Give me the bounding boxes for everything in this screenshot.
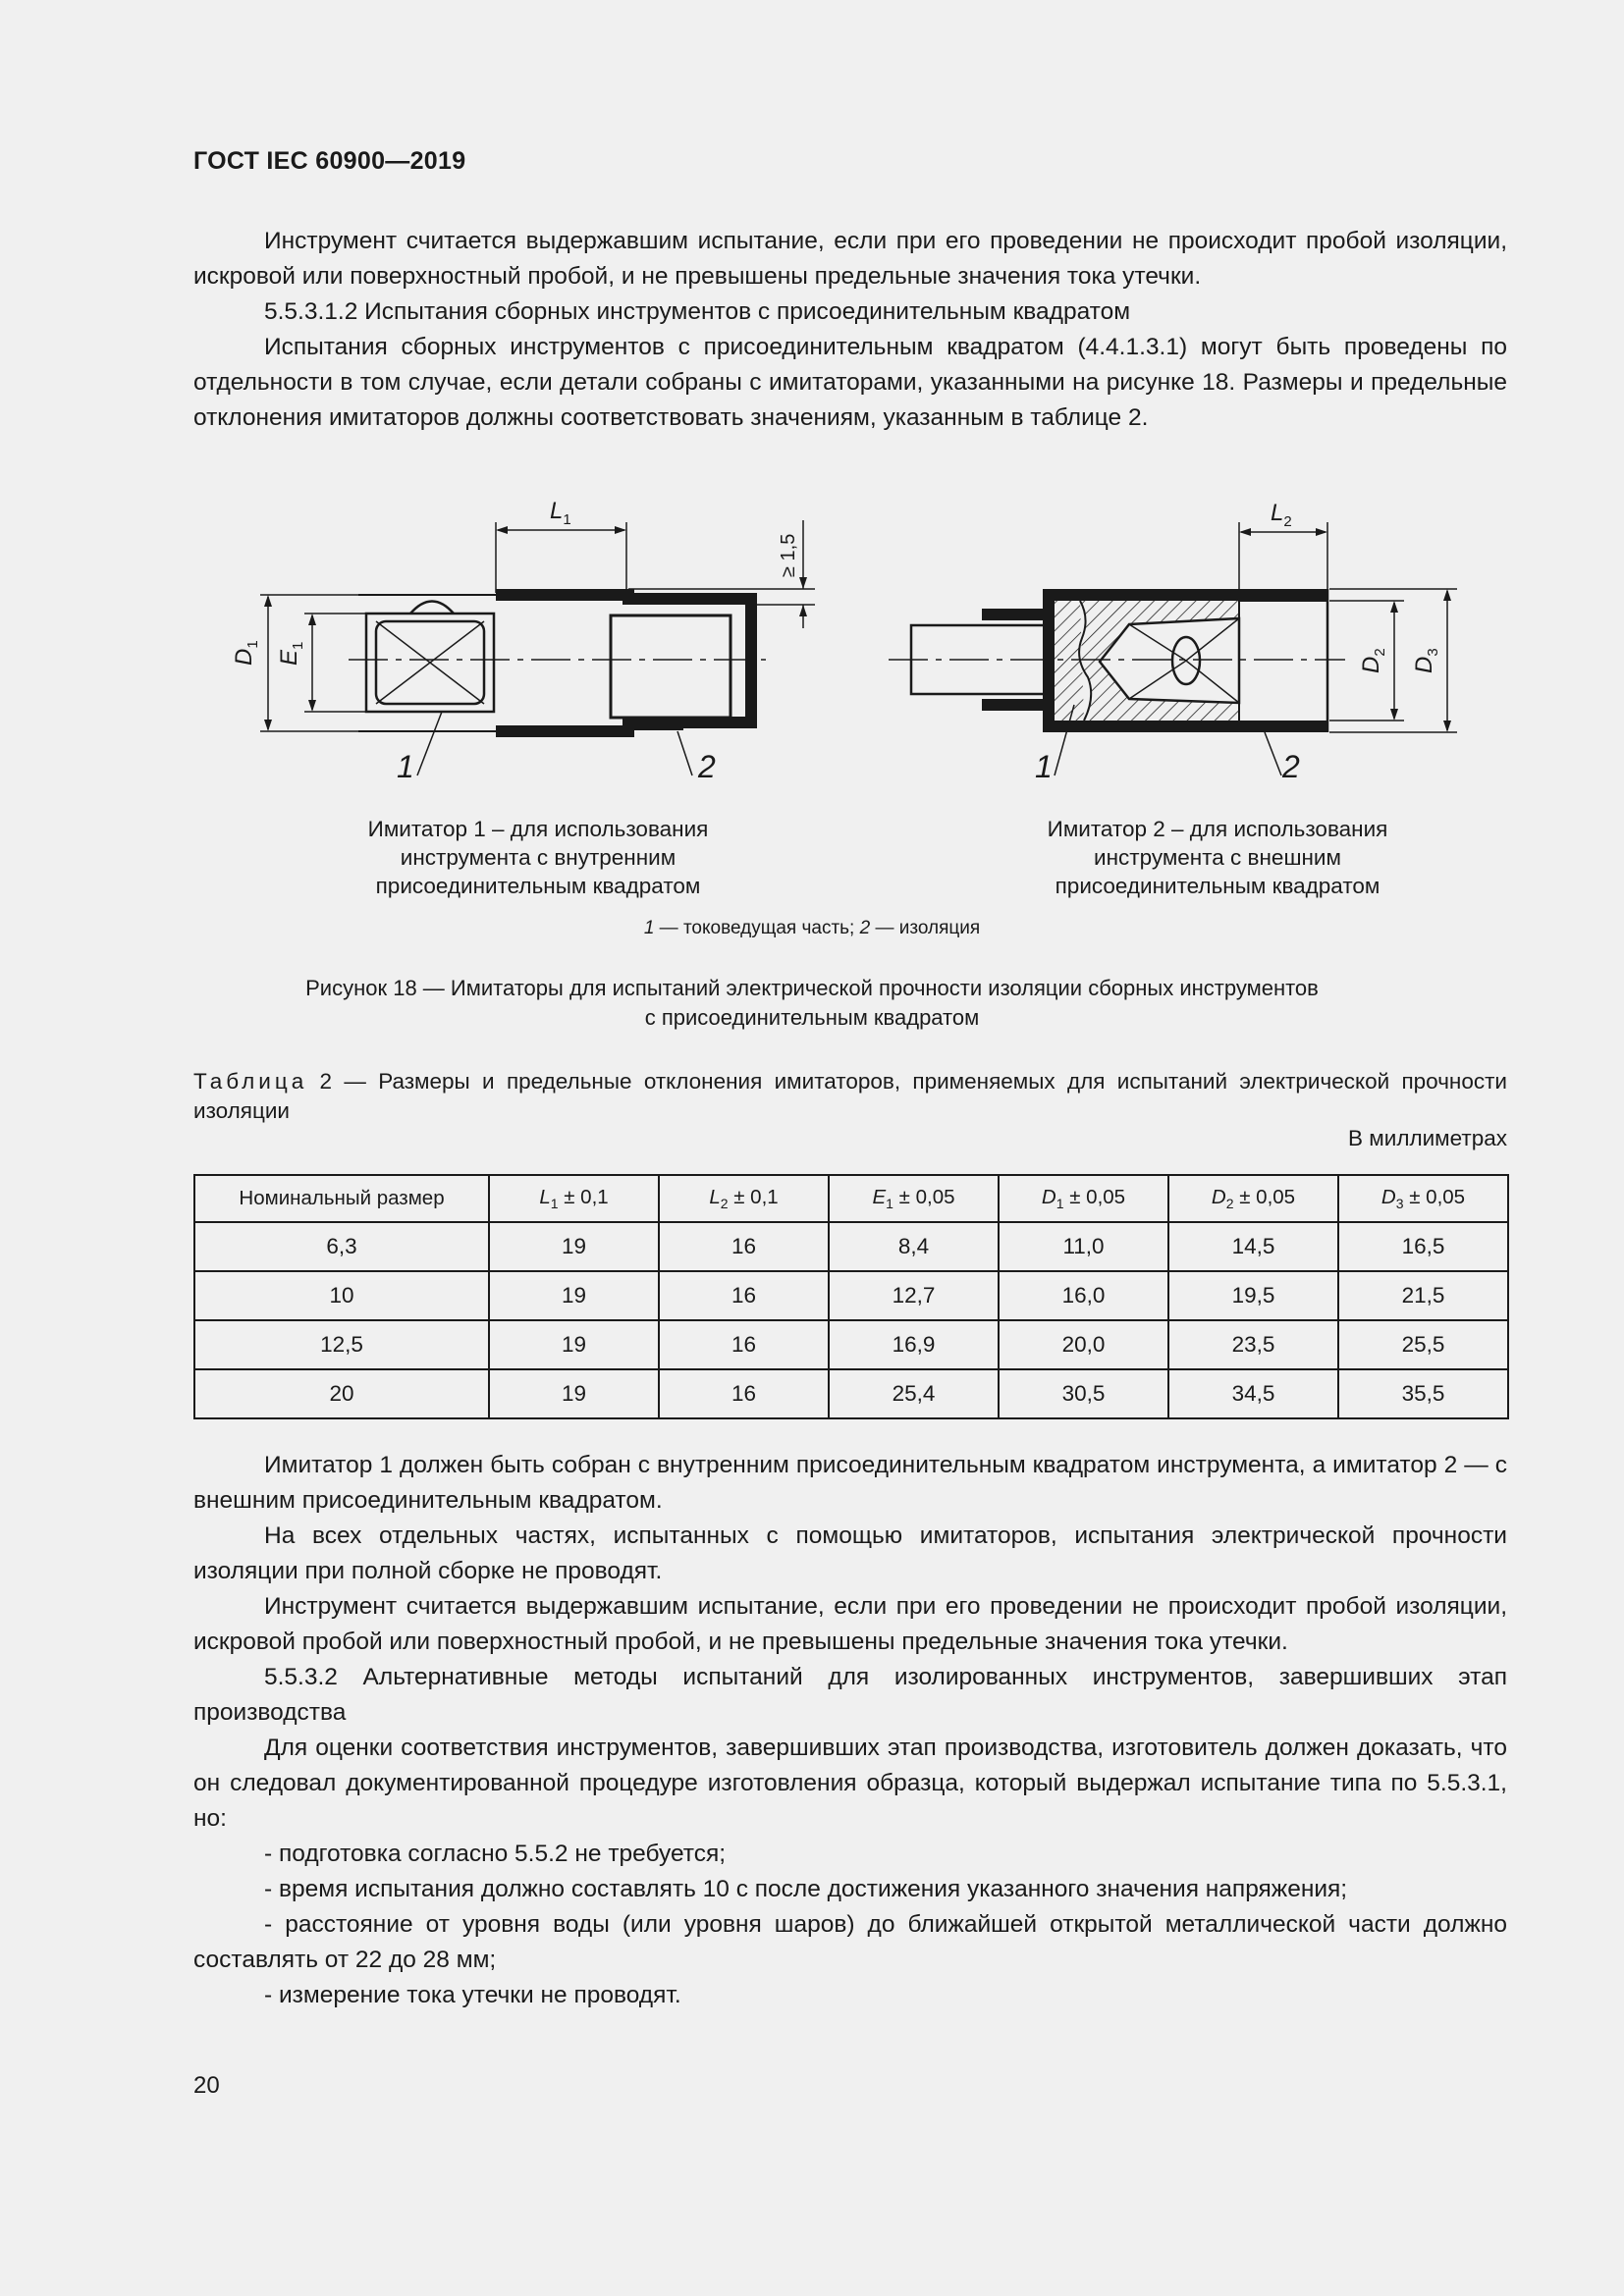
label-L2: $L_2$: [1271, 500, 1292, 530]
table-cell: 19,5: [1168, 1271, 1338, 1320]
label-part-2: 2: [698, 749, 716, 784]
header-D3: $D_3 \pm 0,05$: [1338, 1175, 1508, 1222]
table-cell: 30,5: [999, 1369, 1168, 1418]
label-part-2: 2: [1282, 749, 1300, 784]
paragraph: Имитатор 1 должен быть собран с внутренним присоединительным квадратом инструмента, а имитатор 2 — с внешним присоединительным квадратом.: [193, 1452, 1507, 1514]
table-row: [194, 1271, 1508, 1320]
table-row: [194, 1320, 1508, 1369]
body-text: [193, 1448, 1507, 2013]
paragraph: Инструмент считается выдержавшим испытание, если при его проведении не происходит пробой изоляции, искровой пробой или поверхностный пробой, и не превышены предельные значения тока утечки.: [193, 1593, 1507, 1655]
figure-title: Рисунок 18 — Имитаторы для испытаний электрической прочности изоляции сборных инструментов с присоединительным квадратом: [305, 976, 1319, 1030]
table-cell: 21,5: [1338, 1271, 1508, 1320]
table-cell: 16: [659, 1271, 829, 1320]
intro-text: [193, 224, 1507, 436]
table-cell: 16,9: [829, 1320, 999, 1369]
table-cell: 16,0: [999, 1271, 1168, 1320]
paragraph: На всех отдельных частях, испытанных с помощью имитаторов, испытания электрической прочности изоляции при полной сборке не проводят.: [193, 1522, 1507, 1584]
table-cell: 16: [659, 1222, 829, 1271]
header-D1: $D_1 \pm 0,05$: [999, 1175, 1168, 1222]
table-cell: 19: [489, 1271, 659, 1320]
table-cell: 12,7: [829, 1271, 999, 1320]
page-number: 20: [193, 2072, 220, 2099]
table-cell: 19: [489, 1369, 659, 1418]
header-D2: $D_2 \pm 0,05$: [1168, 1175, 1338, 1222]
figure-legend: 1 — токоведущая часть; 2 — изоляция: [643, 918, 981, 938]
table-cell: 6,3: [194, 1222, 489, 1271]
table-cell: 19: [489, 1320, 659, 1369]
header-L2: $L_2 \pm 0,1$: [659, 1175, 829, 1222]
list-item: - измерение тока утечки не проводят.: [264, 1982, 681, 2008]
label-D1: $D_1$: [231, 640, 261, 666]
label-D3: $D_3$: [1411, 648, 1441, 673]
table-cell: 34,5: [1168, 1369, 1338, 1418]
label-D2: $D_2$: [1358, 648, 1388, 673]
paragraph: Испытания сборных инструментов с присоединительным квадратом (4.4.1.3.1) могут быть проведены по отдельности в том случае, если детали собраны с имитаторами, указанными на рисунке 18. Размеры и предельные отклонения имитаторов должны соответствовать значениям, указанным в таблице 2.: [193, 334, 1507, 431]
table-cell: 16: [659, 1320, 829, 1369]
list-item: - подготовка согласно 5.5.2 не требуется;: [264, 1841, 727, 1867]
section-heading: 5.5.3.1.2 Испытания сборных инструментов с присоединительным квадратом: [264, 298, 1131, 325]
table-cell: 16,5: [1338, 1222, 1508, 1271]
list-item: - время испытания должно составлять 10 с после достижения указанного значения напряжения;: [264, 1876, 1348, 1902]
list-item: - расстояние от уровня воды (или уровня шаров) до ближайшей открытой металлической части должно составлять от 22 до 28 мм;: [193, 1911, 1507, 1973]
table-cell: 14,5: [1168, 1222, 1338, 1271]
header-L1: $L_1 \pm 0,1$: [489, 1175, 659, 1222]
label-part-1: 1: [397, 749, 414, 784]
caption-imitator-1: Имитатор 1 – для использования инструмента с внутренним присоединительным квадратом: [367, 817, 709, 898]
table-cell: 10: [194, 1271, 489, 1320]
label-gap: ≥ 1,5: [778, 533, 799, 577]
table-cell: 23,5: [1168, 1320, 1338, 1369]
header-E1: $E_1 \pm 0,05$: [829, 1175, 999, 1222]
table-units: В миллиметрах: [1348, 1126, 1507, 1150]
label-L1: $L_1$: [550, 498, 571, 528]
paragraph: Инструмент считается выдержавшим испытание, если при его проведении не происходит пробой изоляции, искровой или поверхностный пробой, и не превышены предельные значения тока утечки.: [193, 228, 1507, 290]
table-cell: 25,5: [1338, 1320, 1508, 1369]
caption-imitator-2: Имитатор 2 – для использования инструмента с внешним присоединительным квадратом: [1047, 817, 1388, 898]
table-cell: 16: [659, 1369, 829, 1418]
section-heading: 5.5.3.2 Альтернативные методы испытаний для изолированных инструментов, завершивших этап производства: [193, 1664, 1507, 1726]
table-cell: 19: [489, 1222, 659, 1271]
dimensions-table: [193, 1174, 1509, 1419]
table-row: [194, 1222, 1508, 1271]
table-title: Таблица 2 — Размеры и предельные отклонения имитаторов, применяемых для испытаний электрической прочности изоляции: [193, 1069, 1507, 1123]
table-cell: 20,0: [999, 1320, 1168, 1369]
header-nominal: Номинальный размер: [194, 1175, 489, 1222]
table-cell: 20: [194, 1369, 489, 1418]
table-row: [194, 1369, 1508, 1418]
table-cell: 25,4: [829, 1369, 999, 1418]
imitator-1: [260, 520, 815, 775]
table-cell: 8,4: [829, 1222, 999, 1271]
table-header-row: [194, 1175, 1508, 1222]
table-cell: 11,0: [999, 1222, 1168, 1271]
document-header: ГОСТ IEC 60900—2019: [193, 147, 466, 175]
label-part-1: 1: [1035, 749, 1053, 784]
label-E1: $E_1$: [276, 641, 306, 666]
table-cell: 12,5: [194, 1320, 489, 1369]
paragraph: Для оценки соответствия инструментов, завершивших этап производства, изготовитель должен доказать, что он следовал документированной процедуре изготовления образца, который выдержал испытание типа по 5.5.3.1, но:: [193, 1735, 1507, 1832]
table-cell: 35,5: [1338, 1369, 1508, 1418]
